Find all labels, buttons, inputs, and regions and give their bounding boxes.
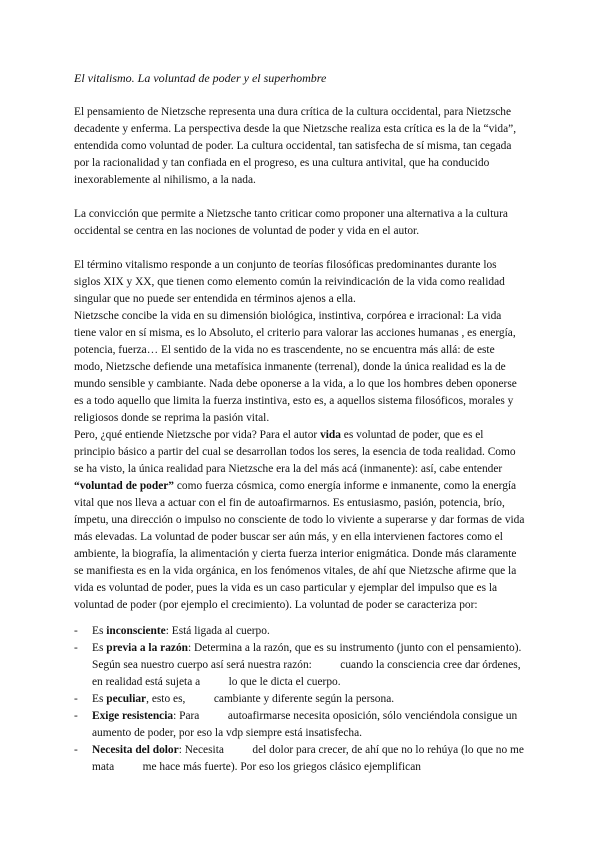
list-item-text: : Está ligada al cuerpo. (165, 625, 270, 637)
paragraph-intro: El pensamiento de Nietzsche representa una dura crítica de la cultura occidental, para Nietzsche decadente y enferma. La perspectiva desde la que Nietzsche realiza esta crítica es la de la “vida”, entendida como voluntad de poder. La cultura occidental, tan satisfecha de sí misma, tan cegada por la racionalidad y tan confiada en el progreso, es una cultura antivital, que ha conducido inexorablemente al nihilismo, a la nada. (74, 106, 517, 186)
paragraph-gap (74, 240, 526, 257)
text-run: Pero, ¿qué entiende Nietzsche por vida? Para el autor (74, 429, 321, 441)
list-item (74, 708, 546, 742)
list-item-prefix: Es (92, 625, 107, 637)
document-title: El vitalismo. La voluntad de poder y el superhombre (74, 71, 327, 85)
list-dash: - (74, 625, 78, 637)
paragraph-vitalism: El término vitalismo responde a un conjunto de teorías filosóficas predominantes durante los siglos XIX y XX, que tienen como elemento común la reivindicación de la vida como realidad singular que no puede ser entendida en términos ajenos a ella. (74, 259, 505, 305)
list-item-term: previa a la razón (106, 642, 188, 654)
list-dash: - (74, 642, 78, 654)
paragraph-conviction: La convicción que permite a Nietzsche tanto criticar como proponer una alternativa a la cultura occidental se centra en las nociones de voluntad de poder y vida en el autor. (74, 208, 508, 237)
list-dash: - (74, 710, 78, 722)
list-item-text: : Para autoafirmarse necesita oposición, sólo venciéndola consigue un aumento de poder, por eso la vdp siempre está insatisfecha. (92, 710, 546, 739)
list-item-term: Necesita del dolor (92, 744, 179, 756)
list-item (74, 691, 526, 708)
text-run: como fuerza cósmica, como energía informe e inmanente, como la energía vital que nos lleva a actuar con el fin de autoafirmarnos. Es entusiasmo, pasión, potencia, brío, ímpetu, una dirección o impulso no consciente de todo lo viviente a superarse y dar formas de vida más elevadas. La voluntad de poder buscar ser aún más, y en ella intervienen factores como el ambiente, la biografía, la alimentación y cierta fuerza interior enigmática. Donde más claramente se manifiesta es en la vida orgánica, en los fenómenos vitales, de ahí que Nietzsche afirme que la vida es voluntad de poder, pues la vida es un caso particular y ejemplar del impulso que es la voluntad de poder (por ejemplo el crecimiento). La voluntad de poder se caracteriza por: (74, 480, 525, 611)
list-item-prefix: Es (92, 642, 107, 654)
list-item (74, 623, 526, 640)
list-item-text: : Necesita del dolor para crecer, de ahí que no lo rehúya (lo que no me mata me hace más fuerte). Por eso los griegos clásico ejemplifican (92, 744, 527, 773)
document-page (74, 70, 546, 776)
bold-term-vida: vida (320, 429, 341, 441)
list-item (74, 742, 526, 776)
paragraph-nietzsche-life: Nietzsche concibe la vida en su dimensión biológica, instintiva, corpórea e irracional: La vida tiene valor en sí misma, es lo Absoluto, el criterio para valorar las acciones humanas , es energía, potencia, fuerza… El sentido de la vida no es trascendente, no se encuentra más allá: de este modo, Nietzsche defiende una metafísica inmanente (terrenal), donde la única realidad es la de mundo sensible y cambiante. Nada debe oponerse a la vida, a lo que los hombres deben oponerse es a todo aquello que limita la fuerza instintiva, esto es, a aquellos sistema filosóficos, morales y religiosos donde se reprima la pasión vital. (74, 310, 517, 424)
list-item-term: inconsciente (106, 625, 166, 637)
list-item (74, 640, 526, 691)
paragraph-will-to-power (74, 427, 526, 614)
list-dash: - (74, 693, 78, 705)
list-item-term: peculiar (106, 693, 147, 705)
list-dash: - (74, 744, 78, 756)
list-item-prefix: Es (92, 693, 107, 705)
list-item-text: : Determina a la razón, que es su instrumento (junto con el pensamiento). Según sea nuestro cuerpo así será nuestra razón: cuando la consciencia cree dar órdenes, en realidad está sujeta a lo que le dicta el cuerpo. (92, 642, 525, 688)
list-item-text: , esto es, cambiante y diferente según la persona. (146, 693, 395, 705)
characteristics-list (74, 623, 546, 776)
bold-term-voluntad-de-poder: “voluntad de poder” (74, 480, 175, 492)
list-item-term: Exige resistencia (92, 710, 174, 722)
paragraph-gap (74, 189, 526, 206)
text-run: es voluntad de poder, que es el principio básico a partir del cual se desarrollan todos los seres, la esencia de toda realidad. Como se ha visto, la única realidad para Nietzsche era la del más acá (inmanente): así, cabe entender (74, 429, 516, 475)
